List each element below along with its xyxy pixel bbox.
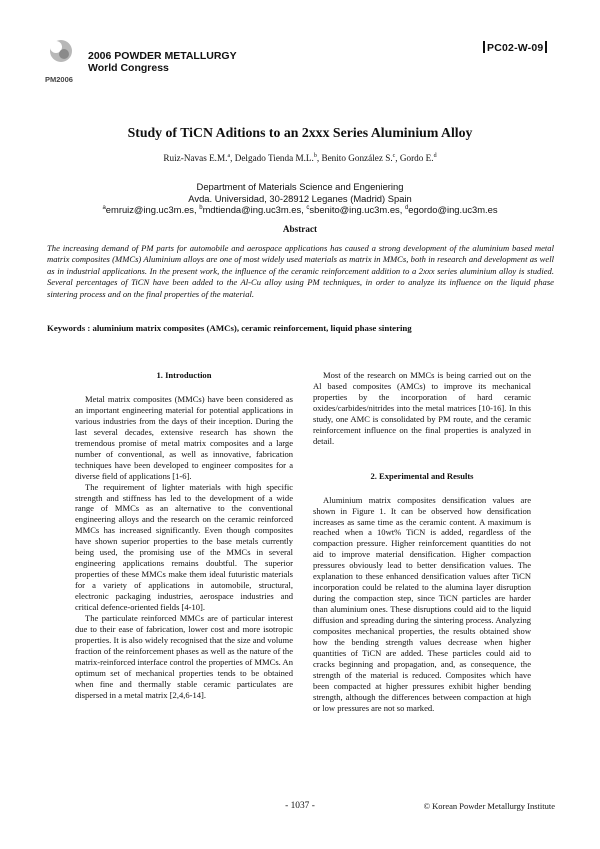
author-sup: a — [227, 152, 231, 159]
author-list — [0, 153, 600, 163]
author-sup: b — [313, 152, 317, 159]
email-sep: , — [194, 204, 200, 215]
column-right — [313, 370, 531, 714]
author-sup: c — [392, 152, 396, 159]
column-left — [75, 370, 293, 701]
email-link[interactable]: mdtienda@ing.uc3m.es — [202, 204, 302, 215]
conference-line-2: World Congress — [88, 62, 169, 74]
email-sup: c — [306, 204, 310, 211]
paper-title: Study of TiCN Aditions to an 2xxx Series Aluminium Alloy — [127, 125, 473, 140]
email-sep: , — [399, 204, 405, 215]
author: Delgado Tienda M.L. — [234, 153, 314, 163]
email-sup: d — [404, 204, 409, 211]
section-heading-experimental: 2. Experimental and Results — [370, 470, 474, 481]
paragraph: Aluminium matrix composites densification values are shown in Figure 1. It can be observed how densification increases as same time as the ceramic content. A maximum is reached when a 10wt% TiCN is added, regardless of the compaction pressure. Higher reinforcement quantities do not aid to improve material densification. Higher compaction pressures obviously lead to better densification values. The explanation to these enhanced densification values after TiCN incorporation could be related to the alumina layer disruption during the compaction step, since TiCN particles are harder than aluminium ones. These disruptions could aid to the liquid diffusion and spreading during the sintering process. Analyzing composites mechanical properties, the results obtained show how the bending strength values decrease when higher quantities of TiCN are added. These particles could aid to cracks beginning and propagation, and, as consequence, the strength of the material is reduced. Composites which have been compacted at higher pressures exhibit higher bending strength, although the differences between compaction at high or low pressures are not so marked. — [313, 494, 531, 713]
paper-code-text: PC02-W-09 — [487, 42, 544, 54]
conference-name — [88, 50, 237, 74]
affiliation — [0, 181, 600, 216]
email-sup: a — [102, 204, 106, 211]
author-sep: , — [395, 153, 400, 163]
code-bar-right — [545, 41, 547, 53]
pm2006-logo — [44, 38, 76, 86]
email-list — [0, 204, 600, 216]
email-sup: b — [199, 204, 203, 211]
author: Gordo E. — [399, 153, 434, 163]
keywords: Keywords : aluminium matrix composites (AMCs), ceramic reinforcement, liquid phase sintering — [47, 323, 412, 333]
logo-text: PM2006 — [45, 75, 73, 84]
abstract-text: The increasing demand of PM parts for automobile and aerospace applications has caused a strong development of the aluminium based metal matrix composites (MMCs) Aluminium alloys are one of most widely used materials as matrix in MMCs, both in research and development as well as in industrial applications. In the present work, the influence of the ceramic reinforcement addition to a 2xxx series aluminium alloy is studied. Several percentages of TiCN have been added to the Al-Cu alloy using PM techniques, in order to analyze its influence on the liquid phase sintering process and on the final properties of the material. — [47, 243, 554, 299]
email-link[interactable]: emruiz@ing.uc3m.es — [105, 204, 194, 215]
address: Avda. Universidad, 30-28912 Leganes (Madrid) Spain — [188, 192, 412, 204]
author-sep: , — [230, 153, 235, 163]
code-bar-left — [483, 41, 485, 53]
email-link[interactable]: egordo@ing.uc3m.es — [408, 204, 498, 215]
paragraph: Metal matrix composites (MMCs) have been considered as an important engineering material for potential applications in various industries from the days of their inception. During the last several decades, extensive research has shown the tremendous promise of metal matrix composites and a large number of conventional, as well as innovative, fabrication techniques have been developed to engineer composites for a diverse field of applications [1-6]. — [75, 393, 293, 481]
section-heading-introduction: 1. Introduction — [156, 370, 212, 380]
department: Department of Materials Science and Engeniering — [196, 181, 404, 192]
paragraph: The requirement of lighter materials with high specific strength and stiffness has led to the development of a wide range of MMCs as an alternative to the conventional engineering alloys and the research on the ceramic reinforced MMCs has increased significantly. Even though composites have shown superior properties to the base metals currently being used, the promising use of the MMCs in several engineering applications remains doubtful. The superior properties of these MMCs make them ideal futuristic materials for a variety of applications in automobile, structural, electronic packaging industries, aerospace industries and critical defence-oriented fields [4-10]. — [75, 481, 293, 613]
email-link[interactable]: sbenito@ing.uc3m.es — [309, 204, 400, 215]
author: Ruiz-Navas E.M. — [163, 153, 228, 163]
conference-line-1: 2006 POWDER METALLURGY — [88, 50, 237, 62]
author: Benito González S. — [321, 153, 393, 163]
paragraph: The particulate reinforced MMCs are of particular interest due to their ease of fabrication, lower cost and more isotropic properties. It is also widely recognised that the size and volume fraction of the reinforcement phases as well as the nature of the matrix-reinforced interface control the properties of MMCs. An optimum set of mechanical properties tends to be obtained when fine and thermally stable ceramic particulates are dispersed in a metal matrix [2,4,6-14]. — [75, 613, 293, 700]
author-sup: d — [433, 152, 437, 159]
abstract-heading: Abstract — [282, 224, 318, 234]
author-sep: , — [316, 153, 322, 163]
paper-code — [481, 41, 549, 54]
page-number: - 1037 - — [285, 801, 315, 811]
paragraph: Most of the research on MMCs is being carried out on the Al based composites (AMCs) to improve its mechanical properties by the incorporation of hard ceramic oxides/carbides/nitrides into the metal matrices [10-16]. In this study, one AMC is consolidated by PM route, and the ceramic reinforcement influence on the final properties is analyzed in detail. — [313, 370, 531, 446]
email-sep: , — [301, 204, 307, 215]
copyright: © Korean Powder Metallurgy Institute — [423, 801, 555, 811]
